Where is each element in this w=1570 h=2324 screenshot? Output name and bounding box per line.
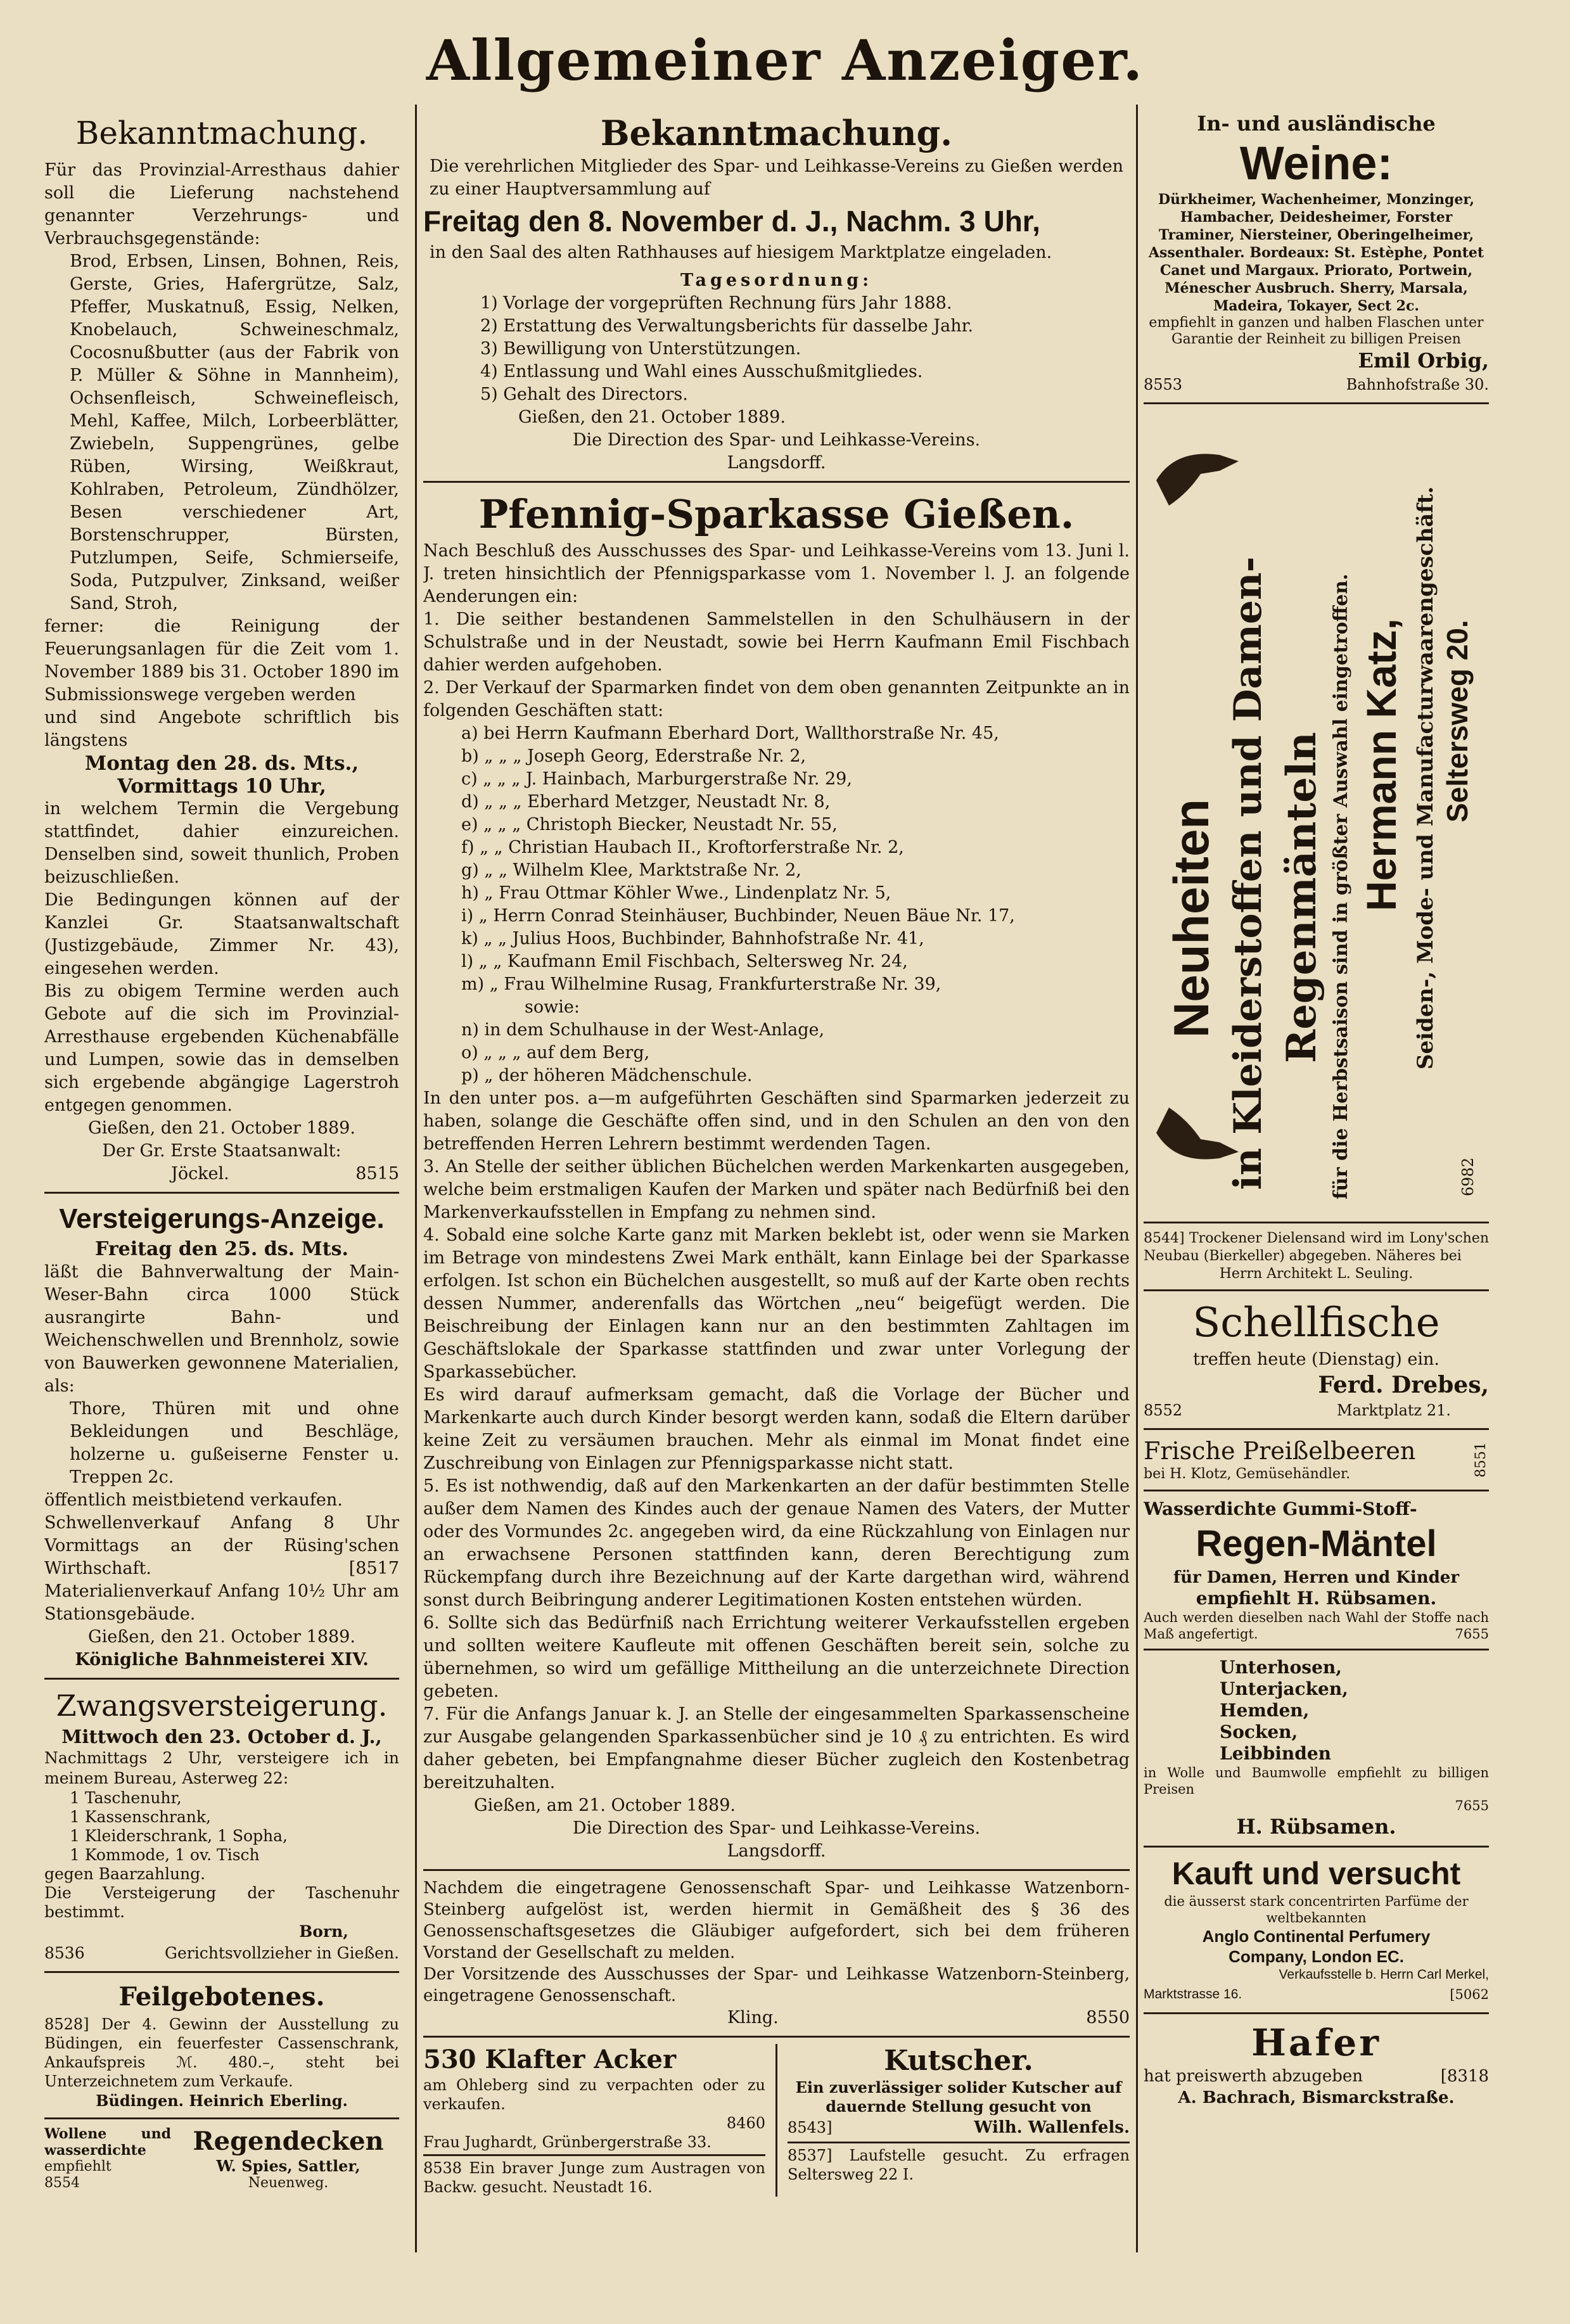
c3-n-line1: Neuheiten: [1163, 798, 1219, 1038]
c2-k-title: 530 Klafter Acker: [423, 2045, 677, 2074]
c3-w-sign: Emil Orbig,: [1358, 348, 1489, 373]
c1-r-left1: Wollene und wasserdichte: [44, 2126, 171, 2159]
c1-z-title: Zwangsversteigerung.: [56, 1689, 388, 1723]
c3-u-num: 7655: [1455, 1798, 1489, 1813]
c2-shop-6: g) „ „ Wilhelm Klee, Marktstraße Nr. 2,: [461, 860, 801, 880]
c3-g-head: Wasserdichte Gummi-Stoff-: [1144, 1498, 1417, 1519]
c2-p5: 5. Es ist nothwendig, daß auf den Markenkarten an der dafür bestimmten Stelle außer dem Namen des Kindes auch der genaue Namen des Vaters, der Mutter oder des Vormundes 2c. angegeben wird, da eine Rückzahlung von Einlagen nur an erwachsene Personen stattfinden kann, deren Berechtigung zum Rückempfang durch ihre Bezeichnung auf der Karte dargethan wird, während sonst durch Beibringung anderer Legitimationen Kosten entstehen würden.: [423, 1476, 1130, 1610]
c2-shop-0: a) bei Herrn Kaufmann Eberhard Dort, Wallthorstraße Nr. 45,: [461, 724, 999, 743]
masthead: Allgemeiner Anzeiger.: [426, 27, 1144, 93]
c3-s-num: 8552: [1144, 1401, 1183, 1419]
c2-shop2-2: p) „ der höheren Mädchenschule.: [461, 1066, 753, 1085]
c1-rule-2: [44, 1678, 399, 1680]
c3-w-title: Weine:: [1239, 137, 1393, 189]
c2-ku-rule: [788, 2142, 1130, 2143]
c2-agenda-0: 1) Vorlage der vorgeprüften Rechnung fürs Jahr 1888.: [480, 293, 952, 313]
c1-f-sign: Büdingen. Heinrich Eberling.: [96, 2091, 348, 2110]
c3-kv-addr-row: [1144, 1983, 1489, 2006]
c1-sign2: Jöckel.: [171, 1164, 229, 1184]
c3-n-name: Hermann Katz,: [1358, 618, 1405, 911]
c1-sign1: Der Gr. Erste Staatsanwalt:: [102, 1141, 341, 1161]
c1-v-body3: Schwellenverkauf Anfang 8 Uhr Vormittags an der Rüsing'schen Wirthschaft.: [44, 1513, 399, 1578]
c1-z-sign2: Gerichtsvollzieher in Gießen.: [165, 1944, 399, 1962]
c2-sowie: sowie:: [525, 997, 580, 1017]
c3-pr-title: Frische Preißelbeeren: [1144, 1437, 1416, 1465]
c2-agenda-title: Tagesordnung:: [680, 271, 873, 290]
c2-p4b: Es wird darauf aufmerksam gemacht, daß die Vorlage der Bücher und Markenkarte auch durch Kinder besorgt werden kann, sodaß die Eltern darüber keine Zeit zu versäumen brauchen. Mehr als einmal im Monat findet eine Zuschreibung von Einlagen zur Pfennigsparkasse nicht statt.: [423, 1385, 1130, 1473]
c3-kv-sales: Verkaufsstelle b. Herrn Carl Merkel,: [1279, 1967, 1489, 1982]
c2-p2: 2. Der Verkauf der Sparmarken findet von dem oben genannten Zeitpunkte an in folgenden Geschäften statt:: [423, 678, 1130, 720]
c1-f-body: 8528] Der 4. Gewinn der Ausstellung zu Büdingen, ein feuerfester Cassenschrank, Ankaufspreis ℳ. 480.–, steht bei Unterzeichnetem zum Verkaufe.: [44, 2015, 399, 2090]
c3-u-item-0: Unterhosen,: [1220, 1657, 1342, 1678]
c3-u-item-1: Unterjacken,: [1220, 1678, 1348, 1699]
c2-title: Bekanntmachung.: [600, 113, 953, 153]
c2-intro2: in den Saal des alten Rathhauses auf hiesigem Marktplatze eingeladen.: [430, 243, 1052, 262]
c3-rule-5: [1144, 1490, 1489, 1491]
c3-u-item-3: Socken,: [1220, 1721, 1298, 1742]
c2-shop-4: e) „ „ „ Christoph Biecker, Neustadt Nr. 55,: [461, 815, 838, 834]
c3-kv-addr: Marktstrasse 16.: [1144, 1987, 1242, 2002]
c3-pr-row: [1144, 1436, 1489, 1483]
c1-r-left: [44, 2126, 171, 2192]
c3-pr-body: bei H. Klotz, Gemüsehändler.: [1144, 1466, 1351, 1482]
c1-v-body2: öffentlich meistbietend verkaufen.: [44, 1490, 343, 1510]
c3-h-body: hat preiswerth abzugeben: [1144, 2067, 1363, 2086]
c3-kv-co1: Anglo Continental Perfumery: [1202, 1927, 1431, 1946]
c2-p3: 3. An Stelle der seither üblichen Büchelchen werden Markenkarten ausgegeben, welche beim erstmaligen Kaufen der Marken und später nach Bedürfniß bei den Markenverkaufsstellen in Empfang zu nehmen sind.: [423, 1157, 1130, 1222]
c2-w-body: Nachdem die eingetragene Genossenschaft Spar- und Leihkasse Watzenborn-Steinberg aufgelöst ist, werden hiermit in Gemäßheit des § 36 des Genossenschaftsgesetzes die Gläubiger aufgefordert, sich bei dem früheren Vorstand der Gesellschaft zu melden.: [423, 1879, 1130, 1962]
c3-pr-box: [1144, 1436, 1415, 1483]
c2-bottom-row: [423, 2044, 1130, 2197]
c2-k-sign: Frau Jughardt, Grünbergerstraße 33.: [423, 2133, 712, 2151]
c1-f-title: Feilgebotenes.: [118, 1982, 325, 2012]
c2-agenda: [423, 292, 1130, 429]
c2-j-body: 8538 Ein braver Junge zum Austragen von Backw. gesucht. Neustadt 16.: [423, 2159, 765, 2196]
c3-g-num: 7655: [1455, 1626, 1489, 1642]
c1-z-num: 8536: [44, 1944, 85, 1962]
c3-s-addr: Marktplatz 21.: [1337, 1401, 1451, 1419]
c1-sign-row: [44, 1163, 399, 1185]
c3-n-line2: in Kleiderstoffen und Damen-: [1226, 556, 1270, 1190]
c1-z-item-1: 1 Kassenschrank,: [70, 1808, 211, 1826]
c1-body4: Bis zu obigem Termine werden auch Gebote auf die sich im Provinzial-Arresthause ergebenden Küchenabfälle und Lumpen, sowie das in demselben sich ergebende abgängige Lagerstroh entgegen genommen.: [44, 981, 399, 1115]
column-divider-2: [1136, 105, 1138, 2252]
c3-h-title: Hafer: [1251, 2021, 1381, 2064]
c1-r-title: Regendecken: [193, 2126, 384, 2156]
c3-kv-co2: Company, London EC.: [1229, 1947, 1404, 1966]
c2-ku-sign-row: [788, 2116, 1130, 2139]
c2-ku-title: Kutscher.: [884, 2045, 1033, 2077]
c2-p-intro: Nach Beschluß des Ausschusses des Spar- und Leihkasse-Vereins vom 13. Juni l. J. treten hinsichtlich der Pfennigsparkasse vom 1. November l. J. an folgende Aenderungen ein:: [423, 541, 1130, 606]
c2-ku-sign: Wilh. Wallenfels.: [974, 2118, 1130, 2137]
c2-p-sign2: Langsdorff.: [727, 1841, 826, 1861]
c3-rule-1: [1144, 402, 1489, 404]
c2-shop-11: m) „ Frau Wilhelmine Rusag, Frankfurterstraße Nr. 39,: [461, 974, 941, 994]
c1-r-right: [177, 2126, 399, 2192]
c1-v-items: Thore, Thüren mit und ohne Bekleidungen und Beschläge, holzerne u. gußeiserne Fenster u. Treppen 2c.: [70, 1399, 399, 1487]
c2-ku-body: Ein zuverlässiger solider Kutscher auf dauernde Stellung gesucht von: [795, 2078, 1122, 2116]
c2-rule-2: [423, 1869, 1130, 1871]
c3-u-item-4: Leibbinden: [1220, 1743, 1332, 1764]
c2-sign2: Langsdorff.: [727, 453, 826, 473]
c1-v-title: Versteigerungs-Anzeige.: [59, 1203, 385, 1234]
c3-h-num: [8318: [1440, 2067, 1489, 2086]
c1-v-sign: Königliche Bahnmeisterei XIV.: [75, 1650, 369, 1670]
c3-g-body: für Damen, Herren und Kinder: [1173, 1568, 1460, 1587]
c2-ku-box: [788, 2044, 1130, 2184]
column-1: [44, 111, 399, 2265]
c1-v-place: Gießen, den 21. October 1889.: [88, 1627, 355, 1647]
c1-rule-4: [44, 2117, 399, 2119]
c2-p2b: In den unter pos. a—m aufgeführten Geschäften sind Sparmarken jederzeit zu haben, solange die Geschäfte offen sind, und in den Schulen an den von den betreffenden Herren Lehrern bestimmt werdenden Tagen.: [423, 1089, 1130, 1154]
c3-kv-body: die äusserst stark concentrirten Parfüme der weltbekannten: [1164, 1894, 1469, 1925]
c2-shop-5: f) „ „ Christian Haubach II., Kroftorferstraße Nr. 2,: [461, 838, 904, 857]
c1-body2: in welchem Termin die Vergebung stattfindet, dahier einzureichen. Denselben sind, soweit thunlich, Proben beizuschließen.: [44, 799, 399, 887]
c2-p1: 1. Die seither bestandenen Sammelstellen in den Schulhäusern in der Schulstraße und in der Neustadt, sowie bei Herrn Kaufmann Emil Fischbach dahier werden aufgehoben.: [423, 610, 1130, 675]
column-2: [423, 111, 1130, 2265]
c2-p-sign1: Die Direction des Spar- und Leihkasse-Vereins.: [572, 1818, 981, 1838]
c3-w-head: In- und ausländische: [1197, 112, 1436, 136]
c2-shop-3: d) „ „ „ Eberhard Metzger, Neustadt Nr. 8,: [461, 792, 831, 812]
c3-u-sign: H. Rübsamen.: [1236, 1815, 1396, 1839]
c1-r-sign: W. Spies, Sattler,: [216, 2157, 361, 2175]
c2-shop-2: c) „ „ „ J. Hainbach, Marburgerstraße Nr. 29,: [461, 769, 852, 789]
c2-date: Freitag den 8. November d. J., Nachm. 3 Uhr,: [423, 205, 1040, 238]
c2-k-body: am Ohleberg sind zu verpachten oder zu verkaufen.: [423, 2076, 765, 2113]
c1-v-num: [8517: [348, 1559, 399, 1578]
c1-r-place: Neuenweg.: [248, 2175, 329, 2191]
c2-p-title: Pfennig-Sparkasse Gießen.: [478, 491, 1075, 537]
c3-pr-num: 8551: [1473, 1442, 1489, 1478]
c2-shop-7: h) „ Frau Ottmar Köhler Wwe., Lindenplatz Nr. 5,: [461, 883, 891, 903]
c1-body1: Für das Provinzial-Arresthaus dahier soll die Lieferung nachstehend genannter Verzehrungs- und Verbrauchsgegenstände:: [44, 160, 399, 248]
c3-d-body: 8544] Trockener Dielensand wird im Lony'schen Neubau (Bierkeller) abgegeben. Näheres bei: [1144, 1230, 1489, 1264]
column-3: [1144, 111, 1489, 2265]
c2-shop2-0: n) in dem Schulhause in der West-Anlage,: [461, 1020, 825, 1040]
c2-agenda-1: 2) Erstattung des Verwaltungsberichts für dasselbe Jahr.: [480, 316, 974, 336]
c1-z-item-3: 1 Kommode, 1 ov. Tisch: [70, 1846, 260, 1864]
c1-z-body3: Die Versteigerung der Taschenuhr bestimmt.: [44, 1884, 399, 1921]
c3-u-body: in Wolle und Baumwolle empfiehlt zu billigen Preisen: [1144, 1765, 1489, 1797]
c1-r-row: [44, 2126, 399, 2192]
c1-date1: Montag den 28. ds. Mts.,: [84, 752, 359, 775]
c1-rule-1: [44, 1192, 399, 1194]
c1-und: und sind Angebote schriftlich bis längstens: [44, 708, 399, 750]
c2-agenda-4: 5) Gehalt des Directors.: [480, 385, 688, 404]
c1-rule-3: [44, 1971, 399, 1973]
c2-agenda-3: 4) Entlassung und Wahl eines Ausschußmitgliedes.: [480, 362, 923, 381]
c3-n-box: [1144, 411, 1489, 1215]
c2-rule-1: [423, 481, 1130, 483]
c2-place: Gießen, den 21. October 1889.: [518, 407, 786, 427]
c3-g-title: Regen-Mäntel: [1196, 1523, 1437, 1564]
c2-shop-1: b) „ „ „ Joseph Georg, Ederstraße Nr. 2,: [461, 746, 807, 766]
c3-w-body: empfiehlt in ganzen und halben Flaschen unter Garantie der Reinheit zu billigen Preisen: [1149, 315, 1484, 347]
c3-w-list: Dürkheimer, Wachenheimer, Monzinger, Hambacher, Deidesheimer, Forster Traminer, Niersteiner, Oberingelheimer, Assenthaler. Bordeaux: St. Estèphe, Pontet Canet und Margaux. Priorato, Portwein, Ménescher Ausbruch. Sherry, Marsala, Madeira, Tokayer, Sect 2c.: [1148, 191, 1484, 314]
c2-l-body: 8537] Laufstelle gesucht. Zu erfragen Seltersweg 22 I.: [788, 2147, 1130, 2183]
c3-n-line3: Regenmänteln: [1278, 732, 1325, 1063]
c2-w-sign: Kling.: [727, 2008, 779, 2027]
c1-z-item-2: 1 Kleiderschrank, 1 Sopha,: [70, 1827, 288, 1845]
c3-g-sign: empfiehlt H. Rübsamen.: [1196, 1588, 1437, 1609]
c2-w-body2: Der Vorsitzende des Ausschusses der Spar- und Leihkasse Watzenborn-Steinberg, eingetragene Genossenschaft.: [423, 1965, 1130, 2005]
c2-shop-10: l) „ „ Kaufmann Emil Fischbach, Seltersweg Nr. 24,: [461, 952, 908, 971]
c1-place: Gießen, den 21. October 1889.: [88, 1118, 355, 1138]
c1-body3: Die Bedingungen können auf der Kanzlei Gr. Staatsanwaltschaft (Justizgebäude, Zimmer Nr. 43), eingesehen werden.: [44, 890, 399, 978]
c1-z-item-0: 1 Taschenuhr,: [70, 1789, 182, 1807]
c1-z-body: Nachmittags 2 Uhr, versteigere ich in meinem Bureau, Asterweg 22:: [44, 1749, 399, 1787]
c1-num: 8515: [355, 1164, 399, 1184]
c3-u-list: [1144, 1657, 1489, 1765]
c2-ku-num: 8543]: [788, 2119, 833, 2136]
c1-title: Bekanntmachung.: [75, 115, 368, 151]
c2-k-box: [423, 2044, 765, 2197]
c2-k-rule: [423, 2154, 765, 2156]
c2-w-num: 8550: [1086, 2008, 1130, 2027]
c2-shop-9: k) „ „ Julius Hoos, Buchbinder, Bahnhofstraße Nr. 41,: [461, 929, 924, 948]
c1-ferner: ferner: die Reinigung der Feuerungsanlagen für die Zeit vom 1. November 1889 bis 31. October 1890 im Submissionswege vergeben werden: [44, 616, 399, 705]
c2-w-sign-row: [423, 2007, 1130, 2029]
c1-z-body2: gegen Baarzahlung.: [44, 1865, 206, 1883]
c3-w-addr-row: [1144, 373, 1489, 396]
c3-n-line4: für die Herbstsaison sind in größter Auswahl eingetroffen.: [1330, 573, 1352, 1199]
c1-items: Brod, Erbsen, Linsen, Bohnen, Reis, Gerste, Gries, Hafergrütze, Salz, Pfeffer, Muskatnuß, Essig, Nelken, Knobelauch, Schweineschmalz, Cocosnußbutter (aus der Fabrik von P. Müller & Söhne in Mannheim), Ochsenfleisch, Schweinefleisch, Mehl, Kaffee, Milch, Lorbeerblätter, Zwiebeln, Suppengrünes, gelbe Rüben, Wirsing, Weißkraut, Kohlraben, Petroleum, Zündhölzer, Besen verschiedener Art, Borstenschrupper, Bürsten, Putzlumpen, Seife, Schmierseife, Soda, Putzpulver, Zinksand, weißer Sand, Stroh,: [70, 252, 399, 613]
c3-n-num: 6982: [1459, 1157, 1477, 1196]
c3-n-addr: Seltersweg 20.: [1441, 620, 1474, 822]
c1-z-sign: Born,: [299, 1922, 348, 1941]
c2-k-num: 8460: [726, 2114, 765, 2132]
c3-rule-7: [1144, 1846, 1489, 1848]
c1-z-sign-row: [44, 1942, 399, 1965]
c3-rule-8: [1144, 2012, 1489, 2014]
c2-shop2-1: o) „ „ „ auf dem Berg,: [461, 1043, 650, 1063]
c2-p7: 7. Für die Anfangs Januar k. J. an Stelle der eingesammelten Sparkassenscheine zur Ausgabe gelangenden Sparkassenbücher sind je 10 ₰ zu entrichten. Es wird daher gebeten, bei Empfangnahme dieser Bücher zugleich den Kostenbetrag bereitzuhalten.: [423, 1704, 1130, 1792]
c1-v-body4: Materialienverkauf Anfang 10½ Uhr am Stationsgebäude.: [44, 1581, 399, 1624]
c2-p4: 4. Sobald eine solche Karte ganz mit Marken beklebt ist, oder wenn sie Marken im Betrage von mindestens Zwei Mark enthält, kann Einlage bei der Sparkasse erfolgen. Ist schon ein Büchelchen ausgestellt, so muß auf der Karte oben rechts dessen Nummer, anderenfalls das Wörtchen „neu“ beigefügt werden. Die Beischreibung der Einlagen kann nur an den bestimmten Zahltagen im Geschäftslokale der Sparkasse stattfinden und zwar unter Vorlegung der Sparkassebücher.: [423, 1225, 1130, 1382]
column-divider-1: [415, 105, 417, 2252]
c3-rule-6: [1144, 1649, 1489, 1650]
c1-v-date: Freitag den 25. ds. Mts.: [95, 1238, 348, 1260]
c2-sign1: Die Direction des Spar- und Leihkasse-Vereins.: [572, 430, 981, 450]
c3-rule-2: [1144, 1222, 1489, 1223]
c3-kv-num: [5062: [1450, 1987, 1489, 2002]
c3-kv-title: Kauft und versucht: [1171, 1856, 1461, 1891]
c1-z-date: Mittwoch den 23. October d. J.,: [61, 1726, 382, 1747]
c3-n-hand-icon-top: [1150, 436, 1245, 518]
c3-rule-4: [1144, 1428, 1489, 1430]
c2-agenda-2: 3) Bewilligung von Unterstützungen.: [480, 339, 801, 359]
c3-w-addr: Bahnhofstraße 30.: [1346, 376, 1489, 393]
c3-g-body2: Auch werden dieselben nach Wahl der Stoffe nach Maß angefertigt.: [1144, 1610, 1489, 1642]
c2-p-place: Gießen, am 21. October 1889.: [474, 1796, 736, 1815]
c3-h-sign: A. Bachrach, Bismarckstraße.: [1178, 2088, 1455, 2107]
c3-s-body: treffen heute (Dienstag) ein.: [1192, 1350, 1439, 1369]
c2-shop-8: i) „ Herrn Conrad Steinhäuser, Buchbinder, Neuen Bäue Nr. 17,: [461, 906, 1015, 926]
c1-r-left2: empfiehlt: [44, 2159, 112, 2174]
c1-v-body: läßt die Bahnverwaltung der Main-Weser-Bahn circa 1000 Stück ausrangirte Bahn- und Weichenschwellen und Brennholz, sowie von Bauwerken gewonnene Materialien, als:: [44, 1262, 399, 1396]
c3-d-sign: Herrn Architekt L. Seuling.: [1219, 1266, 1414, 1282]
c2-intro: Die verehrlichen Mitglieder des Spar- und Leihkasse-Vereins zu Gießen werden zu einer Hauptversammlung auf: [430, 156, 1123, 199]
c3-s-title: Schellfische: [1192, 1299, 1440, 1346]
c1-r-num: 8554: [44, 2175, 80, 2191]
c3-h-row: [1144, 2065, 1489, 2088]
c3-u-item-2: Hemden,: [1220, 1700, 1310, 1721]
c2-k-divider: [775, 2044, 777, 2197]
c2-rule-3: [423, 2036, 1130, 2038]
c3-w-num: 8553: [1144, 376, 1183, 393]
c1-date2: Vormittags 10 Uhr,: [117, 775, 326, 798]
c3-rule-3: [1144, 1289, 1489, 1291]
c3-s-addr-row: [1144, 1399, 1489, 1422]
c3-s-sign: Ferd. Drebes,: [1318, 1372, 1489, 1398]
c3-n-line5: Seiden-, Mode- und Manufacturwaarengeschäft.: [1413, 486, 1438, 1069]
c2-p6: 6. Sollte sich das Bedürfniß nach Errichtung weiterer Verkaufsstellen ergeben und sollten weitere Kaufleute mit offenen Geschäften bereit sein, solche zu übernehmen, so wird um gefällige Mittheilung an die unterzeichnete Direction gebeten.: [423, 1613, 1130, 1701]
c2-shops: [423, 722, 1130, 1087]
